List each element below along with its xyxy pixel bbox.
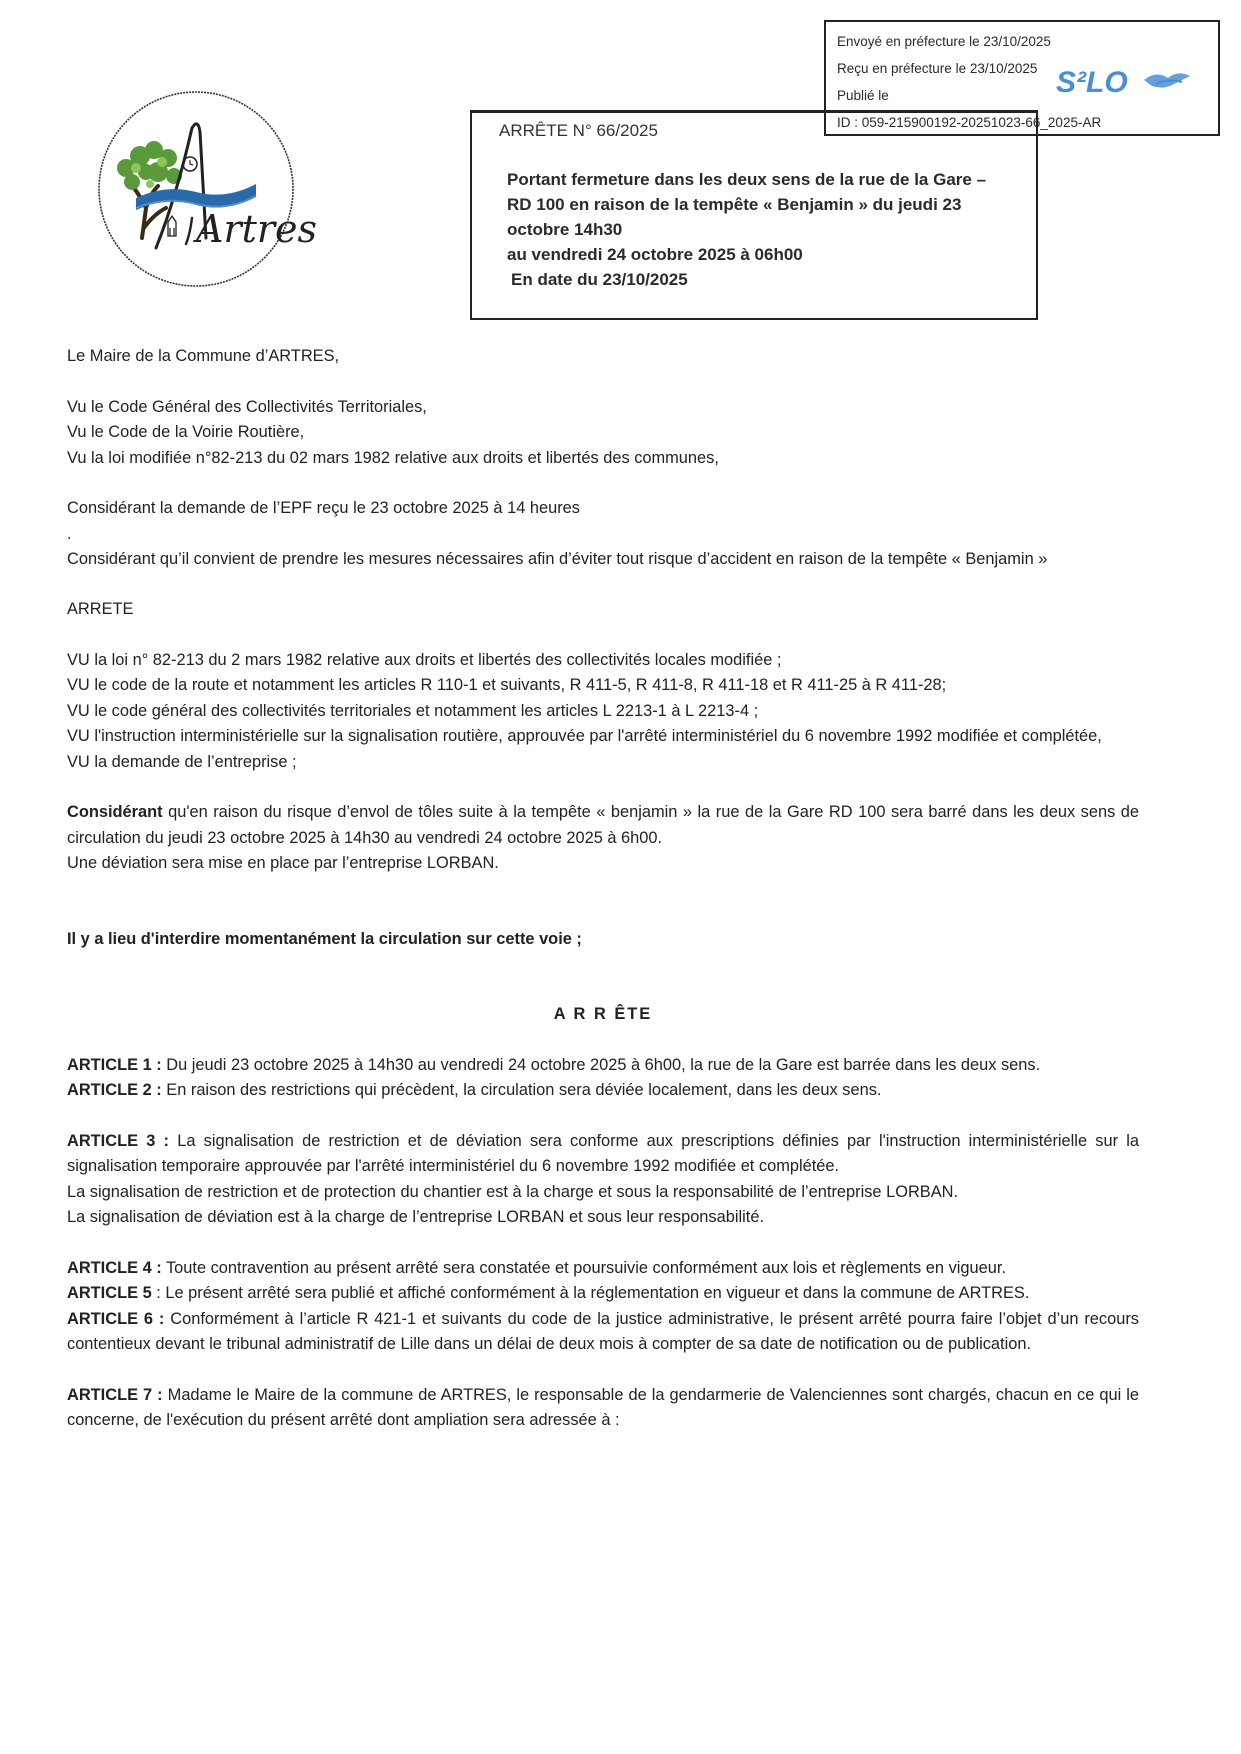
vu-line: Vu le Code Général des Collectivités Territoriales, — [67, 397, 427, 416]
subject-line: Portant fermeture dans les deux sens de la rue de la Gare – — [507, 170, 987, 189]
article-3 — [67, 1129, 1139, 1180]
article-label: ARTICLE 1 : — [67, 1055, 162, 1074]
arrete-heading: A R R ÊTE — [553, 1005, 653, 1023]
considerant-risk: Considérant qu’il convient de prendre les mesures nécessaires afin d’éviter tout risque d’accident en raison de la tempête « Benjamin » — [67, 549, 1048, 568]
vu-line: VU la loi n° 82-213 du 2 mars 1982 relative aux droits et libertés des collectivités locales modifiée ; — [67, 650, 782, 669]
arrete-title-box — [470, 110, 1038, 320]
subject-line: au vendredi 24 octobre 2025 à 06h00 — [507, 245, 803, 264]
article-text: La signalisation de restriction et de déviation sera conforme aux prescriptions définies par l'instruction interministérielle sur la signalisation temporaire approuvée par l'arrêté interministériel du 6 novembre 1992 modifiée et complétée. — [67, 1131, 1140, 1175]
subject-line: RD 100 en raison de la tempête « Benjamin » du jeudi 23 octobre 14h30 — [507, 195, 962, 239]
article-label: ARTICLE 3 : — [67, 1131, 170, 1150]
article-text: Du jeudi 23 octobre 2025 à 14h30 au vendredi 24 octobre 2025 à 6h00, la rue de la Gare est barrée dans les deux sens. — [161, 1055, 1041, 1074]
considerant-storm — [67, 800, 1139, 851]
s2lo-logo-text: S²LO — [1056, 66, 1128, 99]
article-text: En raison des restrictions qui précèdent, la circulation sera déviée localement, dans les deux sens. — [161, 1081, 882, 1099]
vu-line: VU la demande de l’entreprise ; — [67, 752, 297, 771]
article-label: ARTICLE 6 : — [67, 1309, 165, 1328]
article-text: Madame le Maire de la commune de ARTRES, le responsable de la gendarmerie de Valenciennes sont chargés, chacun en ce qui le concerne, de l'exécution du présent arrêté dont ampliation sera adressée à : — [67, 1385, 1139, 1429]
arrete-date: En date du 23/10/2025 — [511, 270, 688, 289]
article-1 — [67, 1053, 1139, 1079]
artres-commune-logo — [96, 88, 318, 290]
stamp-id: ID : 059-215900192-20251023-66_2025-AR — [837, 115, 1102, 130]
stamp-published: Publié le — [837, 88, 889, 103]
considerant-text: qu'en raison du risque d’envol de tôles suite à la tempête « benjamin » la rue de la Gare RD 100 sera barré dans les deux sens de circulation du jeudi 23 octobre 2025 à 14h30 au vendredi 24 octobre 2025 à 6h00. — [67, 803, 1139, 847]
considerant-epf: Considérant la demande de l’EPF reçu le 23 octobre 2025 à 14 heures — [67, 499, 580, 517]
article-text: Toute contravention au présent arrêté sera constatée et poursuivie conformément aux lois et règlements en vigueur. — [161, 1258, 1007, 1277]
il-y-a-lieu: Il y a lieu d'interdire momentanément la circulation sur cette voie ; — [67, 929, 582, 948]
vu-line: VU le code de la route et notamment les articles R 110-1 et suivants, R 411-5, R 411-8, R 411-18 et R 411-25 à R 411-28; — [67, 676, 947, 694]
stamp-received: Reçu en préfecture le 23/10/2025 — [837, 61, 1038, 76]
stamp-sent: Envoyé en préfecture le 23/10/2025 — [837, 34, 1051, 49]
article-6 — [67, 1307, 1139, 1358]
arrete-number: ARRÊTE N° 66/2025 — [499, 121, 658, 140]
vu-line: VU le code général des collectivités territoriales et notamment les articles L 2213-1 à L 2213-4 ; — [67, 701, 759, 720]
considerant-label: Considérant — [67, 803, 163, 821]
article-4 — [67, 1256, 1139, 1282]
logo-text: Artres — [196, 207, 318, 251]
article-label: ARTICLE 4 : — [67, 1258, 162, 1277]
vu-line: Vu le Code de la Voirie Routière, — [67, 423, 305, 441]
article-label: ARTICLE 7 : — [67, 1385, 163, 1404]
stray-dot: . — [67, 524, 72, 543]
document-body — [67, 344, 1139, 1434]
article-label: ARTICLE 5 — [67, 1284, 152, 1302]
article-3-line: La signalisation de déviation est à la charge de l’entreprise LORBAN et sous leur responsabilité. — [67, 1208, 765, 1226]
arrete-word: ARRETE — [67, 600, 134, 618]
s2lo-logo-icon — [1056, 62, 1206, 106]
article-text: Conformément à l’article R 421-1 et suivants du code de la justice administrative, le présent arrêté pourra faire l’objet d’un recours contentieux devant le tribunal administratif de Lille dans un délai de deux mois à compter de sa date de notification ou de publication. — [67, 1309, 1139, 1353]
deviation-line: Une déviation sera mise en place par l’entreprise LORBAN. — [67, 854, 499, 872]
article-7 — [67, 1383, 1139, 1434]
article-2 — [67, 1078, 1139, 1104]
mayor-intro: Le Maire de la Commune d’ARTRES, — [67, 347, 340, 365]
arrete-subject — [507, 167, 1027, 267]
article-label: ARTICLE 2 : — [67, 1081, 162, 1099]
vu-line: Vu la loi modifiée n°82-213 du 02 mars 1982 relative aux droits et libertés des communes, — [67, 448, 719, 467]
vu-line: VU l'instruction interministérielle sur la signalisation routière, approuvée par l'arrêté interministériel du 6 novembre 1992 modifiée et complétée, — [67, 727, 1102, 745]
article-5 — [67, 1281, 1139, 1307]
article-text: : Le présent arrêté sera publié et affiché conformément à la réglementation en vigueur et dans la commune de ARTRES. — [151, 1284, 1030, 1302]
article-3-line: La signalisation de restriction et de protection du chantier est à la charge et sous la responsabilité de l’entreprise LORBAN. — [67, 1182, 959, 1201]
